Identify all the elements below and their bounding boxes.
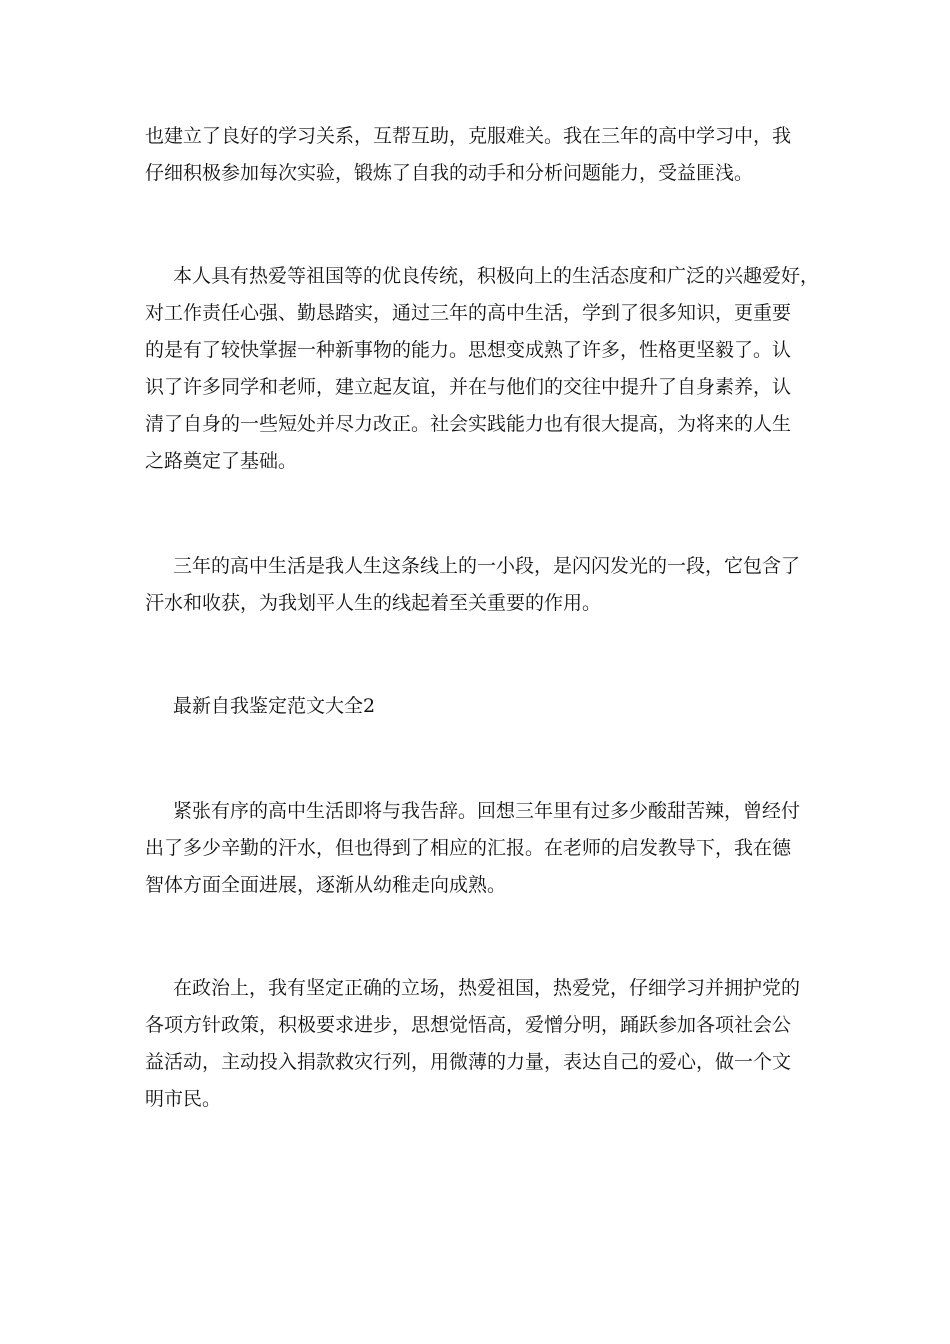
paragraph-5 [145,970,830,1118]
paragraph-line: 出了多少辛勤的汗水，但也得到了相应的汇报。在老师的启发教导下，我在德 [145,837,792,859]
paragraph-line: 紧张有序的高中生活即将与我告辞。回想三年里有过多少酸甜苦辣，曾经付 [173,800,801,822]
paragraph-line: 益活动，主动投入捐款救灾行列，用微薄的力量，表达自己的爱心，做一个文 [145,1051,792,1073]
paragraph-line: 对工作责任心强、勤恳踏实，通过三年的高中生活，学到了很多知识，更重要 [145,302,792,324]
paragraph-line: 在政治上，我有坚定正确的立场，热爱祖国，热爱党，仔细学习并拥护党的 [173,977,801,999]
paragraph-line: 明市民。 [145,1088,222,1110]
paragraph-1 [145,118,830,192]
paragraph-line: 本人具有热爱等祖国等的优良传统，积极向上的生活态度和广泛的兴趣爱好， [173,265,820,287]
paragraph-line: 三年的高中生活是我人生这条线上的一小段，是闪闪发光的一段，它包含了 [173,555,801,577]
paragraph-3 [145,548,830,622]
paragraph-4 [145,793,830,904]
paragraph-line: 智体方面全面进展，逐渐从幼稚走向成熟。 [145,874,507,896]
paragraph-2 [145,258,830,480]
paragraph-line: 也建立了良好的学习关系，互帮互助，克服难关。我在三年的高中学习中，我 [145,125,792,147]
paragraph-line: 汗水和收获，为我划平人生的线起着至关重要的作用。 [145,592,602,614]
paragraph-line: 清了自身的一些短处并尽力改正。社会实践能力也有很大提高，为将来的人生 [145,413,792,435]
paragraph-line: 的是有了较快掌握一种新事物的能力。思想变成熟了许多，性格更坚毅了。认 [145,339,792,361]
paragraph-line: 之路奠定了基础。 [145,450,298,472]
paragraph-line: 仔细积极参加每次实验，锻炼了自我的动手和分析问题能力，受益匪浅。 [145,162,754,184]
section-heading: 最新自我鉴定范文大全2 [173,695,376,717]
paragraph-line: 识了许多同学和老师，建立起友谊，并在与他们的交往中提升了自身素养，认 [145,376,792,398]
paragraph-line: 各项方针政策，积极要求进步，思想觉悟高，爱憎分明，踊跃参加各项社会公 [145,1014,792,1036]
